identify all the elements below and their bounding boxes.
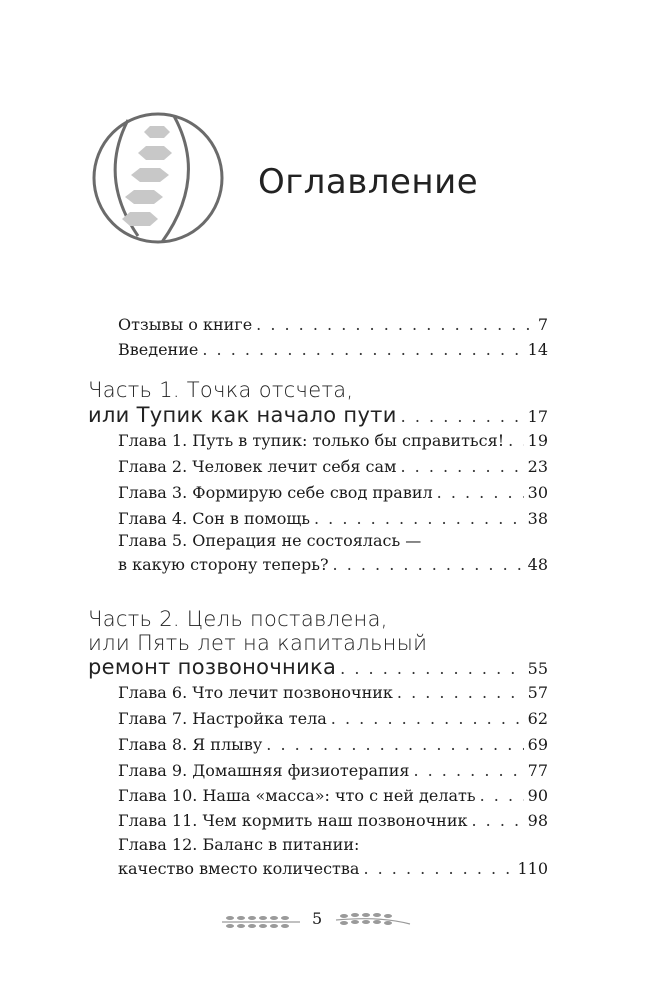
wheat-branch-icon [336, 913, 410, 925]
toc-part-entry[interactable] [88, 654, 548, 680]
wheat-branch-icon [222, 916, 300, 928]
toc-entry-label: в какую сторону теперь? [118, 555, 329, 574]
toc-entry[interactable] [118, 552, 548, 576]
toc-entry[interactable] [118, 506, 548, 530]
toc-entry-label: Глава 10. Наша «масса»: что с ней делать [118, 786, 476, 805]
toc-entry[interactable] [118, 312, 548, 336]
toc-part-entry[interactable] [88, 402, 548, 428]
toc-entry-page: 90 [527, 786, 548, 805]
leader-dots [340, 658, 523, 680]
toc-entry-label: Глава 2. Человек лечит себя сам [118, 457, 397, 476]
leader-dots [331, 708, 524, 730]
leader-dots [480, 785, 524, 807]
leader-dots [400, 456, 523, 478]
part-heading: Часть 1. Точка отсчета, [88, 378, 354, 402]
toc-entry-label: Глава 5. Операция не состоялась — [118, 531, 422, 550]
leader-dots [401, 406, 524, 428]
toc-entry-page: 38 [527, 509, 548, 528]
toc-entry-label: Введение [118, 340, 199, 359]
leader-dots [202, 339, 523, 361]
page-number: 5 [312, 909, 323, 928]
toc-entry-label: Глава 7. Настройка тела [118, 709, 327, 728]
leader-dots [256, 314, 534, 336]
part-heading: ремонт позвоночника [88, 655, 337, 679]
toc-entry-label: Глава 1. Путь в тупик: только бы справиться! [118, 431, 505, 450]
toc-entry-label: Глава 6. Что лечит позвоночник [118, 683, 393, 702]
toc-entry-page: 110 [517, 859, 548, 878]
toc-entry-page: 17 [527, 407, 548, 426]
toc-entry-page: 98 [527, 811, 548, 830]
toc-entry[interactable] [118, 480, 548, 504]
leader-dots [314, 508, 524, 530]
page-title: Оглавление [258, 162, 479, 202]
toc-entry[interactable] [118, 732, 548, 756]
toc-entry[interactable] [118, 758, 548, 782]
toc-entry-label: Глава 12. Баланс в питании: [118, 835, 360, 854]
toc-entry-page: 57 [527, 683, 548, 702]
spine-emblem-icon [88, 108, 228, 248]
toc-entry[interactable] [118, 337, 548, 361]
toc-entry-page: 23 [527, 457, 548, 476]
toc-entry-label: Отзывы о книге [118, 315, 253, 334]
toc-entry-page: 69 [527, 735, 548, 754]
leader-dots [508, 430, 524, 452]
leader-dots [266, 734, 523, 756]
part-heading: или Пять лет на капитальный [88, 631, 428, 655]
leader-dots [333, 554, 524, 576]
toc-entry[interactable] [118, 856, 548, 880]
footer-ornament [0, 908, 665, 938]
toc-entry-page: 7 [537, 315, 548, 334]
toc-entry-label: Глава 9. Домашняя физиотерапия [118, 761, 410, 780]
toc-entry-page: 55 [527, 659, 548, 678]
toc-entry-label: Глава 4. Сон в помощь [118, 509, 310, 528]
toc-entry-label: Глава 3. Формирую себе свод правил [118, 483, 433, 502]
part-heading: или Тупик как начало пути [88, 403, 397, 427]
toc-entry-page: 30 [527, 483, 548, 502]
part-heading: Часть 2. Цель поставлена, [88, 607, 388, 631]
toc-entry[interactable] [118, 706, 548, 730]
toc-entry-page: 14 [527, 340, 548, 359]
toc-entry-page: 62 [527, 709, 548, 728]
leader-dots [363, 858, 513, 880]
leader-dots [472, 810, 524, 832]
leader-dots [413, 760, 523, 782]
toc-entry[interactable] [118, 680, 548, 704]
toc-entry[interactable] [118, 808, 548, 832]
toc-entry[interactable] [118, 428, 548, 452]
toc-entry-page: 48 [527, 555, 548, 574]
toc-entry-label: Глава 11. Чем кормить наш позвоночник [118, 811, 468, 830]
toc-entry[interactable] [118, 783, 548, 807]
toc-entry-label: Глава 8. Я плыву [118, 735, 263, 754]
toc-entry-label: качество вместо количества [118, 859, 360, 878]
leader-dots [397, 682, 524, 704]
toc-entry[interactable] [118, 454, 548, 478]
toc-entry-page: 19 [527, 431, 548, 450]
leader-dots [437, 482, 524, 504]
toc-entry-page: 77 [527, 761, 548, 780]
